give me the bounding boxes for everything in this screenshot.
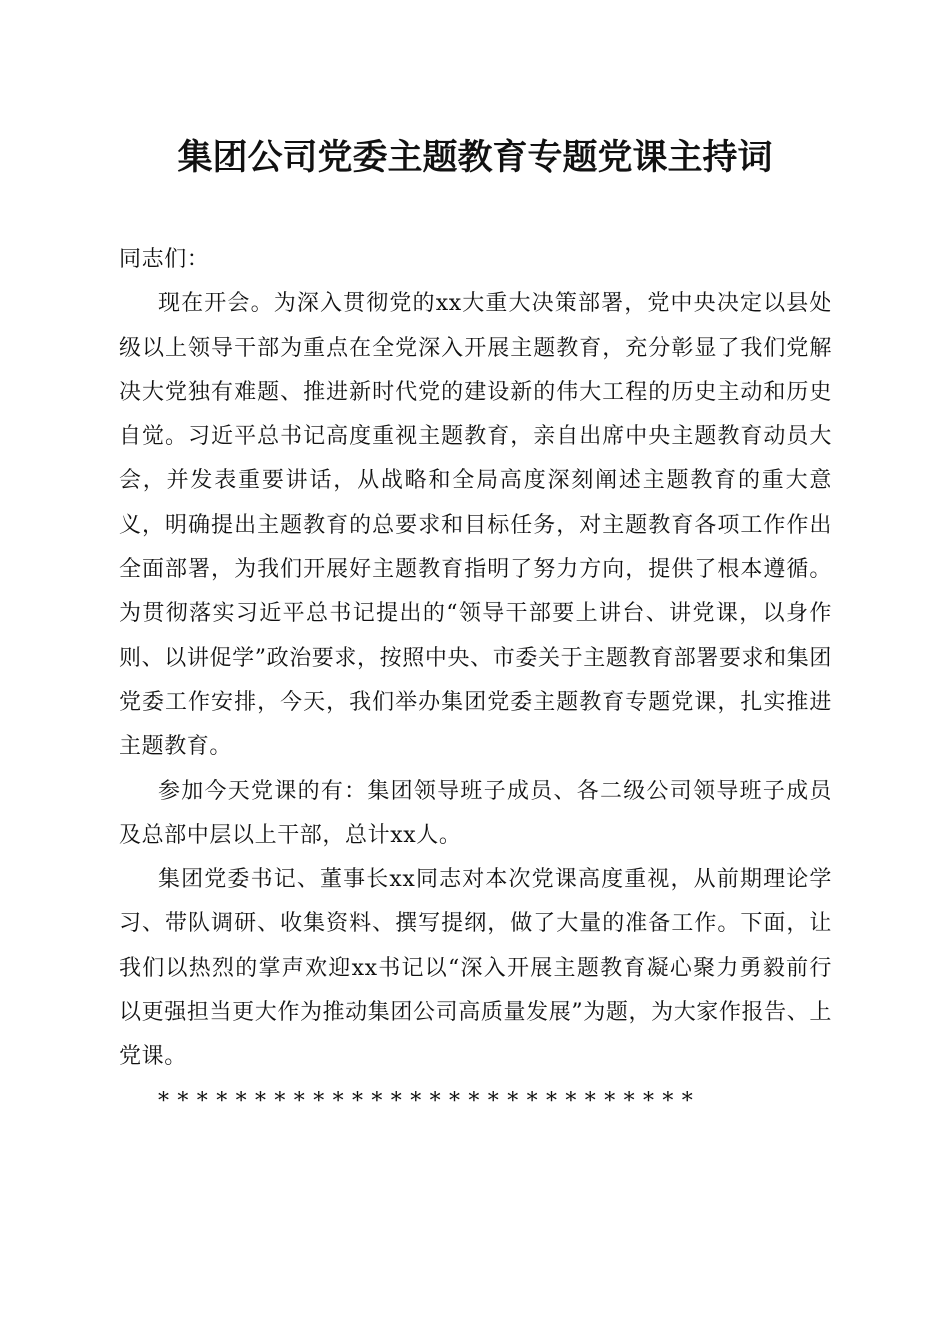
paragraph-opening: 现在开会。为深入贯彻党的xx大重大决策部署，党中央决定以县处级以上领导干部为重点在全党深入开展主题教育，充分彰显了我们党解决大党独有难题、推进新时代党的建设新的伟大工程的历史主动和历史自觉。习近平总书记高度重视主题教育，亲自出席中央主题教育动员大会，并发表重要讲话，从战略和全局高度深刻阐述主题教育的重大意义，明确提出主题教育的总要求和目标任务，对主题教育各项工作作出全面部署，为我们开展好主题教育指明了努力方向，提供了根本遵循。为贯彻落实习近平总书记提出的“领导干部要上讲台、讲党课，以身作则、以讲促学”政治要求，按照中央、市委关于主题教育部署要求和集团党委工作安排，今天，我们举办集团党委主题教育专题党课，扎实推进主题教育。 [119, 291, 832, 760]
paragraph-attendees: 参加今天党课的有：集团领导班子成员、各二级公司领导班子成员及总部中层以上干部，总计xx人。 [119, 778, 832, 848]
salutation: 同志们： [119, 247, 210, 272]
separator-stars: **************************** [158, 1088, 702, 1114]
paragraph-introduction: 集团党委书记、董事长xx同志对本次党课高度重视，从前期理论学习、带队调研、收集资料、撰写提纲，做了大量的准备工作。下面，让我们以热烈的掌声欢迎xx书记以“深入开展主题教育凝心聚力勇毅前行以更强担当更大作为推动集团公司高质量发展”为题，为大家作报告、上党课。 [119, 867, 832, 1070]
document-body [119, 238, 832, 1124]
document-title: 集团公司党委主题教育专题党课主持词 [177, 137, 773, 178]
